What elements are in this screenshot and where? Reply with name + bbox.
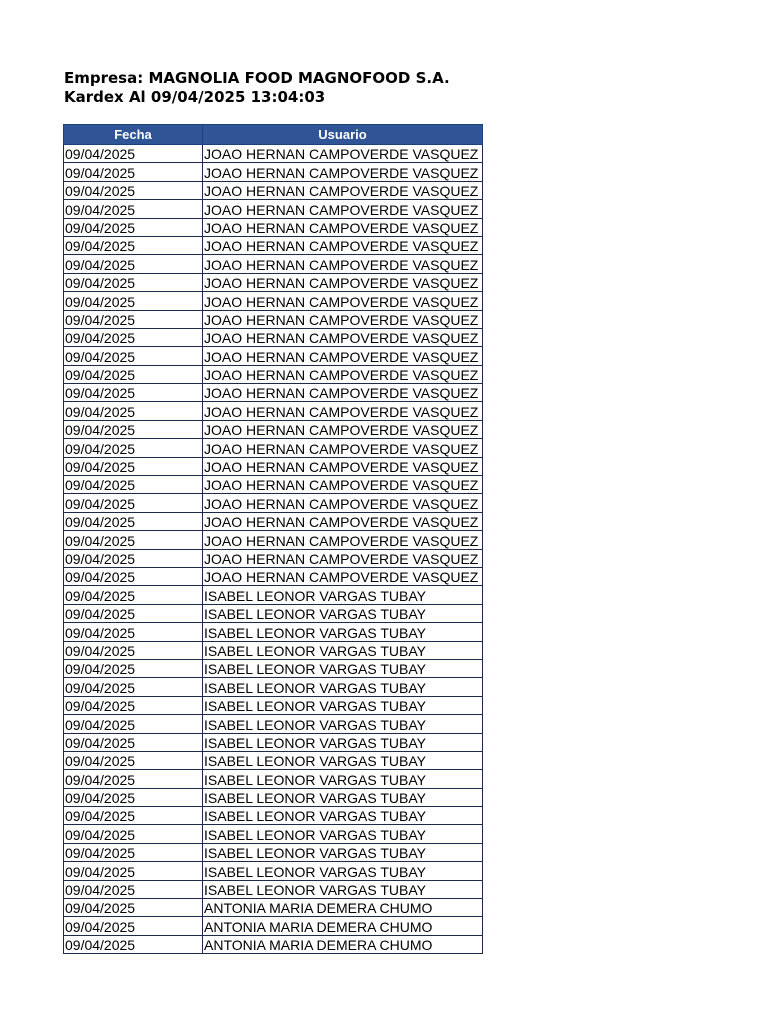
- table-row: [64, 420, 483, 438]
- cell-usuario: JOAO HERNAN CAMPOVERDE VASQUEZ: [203, 531, 483, 549]
- table-row: [64, 696, 483, 714]
- cell-fecha: 09/04/2025: [64, 531, 203, 549]
- cell-fecha: 09/04/2025: [64, 512, 203, 530]
- cell-fecha: 09/04/2025: [64, 402, 203, 420]
- cell-fecha: 09/04/2025: [64, 292, 203, 310]
- cell-usuario: JOAO HERNAN CAMPOVERDE VASQUEZ: [203, 292, 483, 310]
- cell-fecha: 09/04/2025: [64, 200, 203, 218]
- cell-fecha: 09/04/2025: [64, 770, 203, 788]
- table-row: [64, 347, 483, 365]
- table-row: [64, 200, 483, 218]
- cell-fecha: 09/04/2025: [64, 807, 203, 825]
- table-row: [64, 843, 483, 861]
- cell-fecha: 09/04/2025: [64, 917, 203, 935]
- cell-fecha: 09/04/2025: [64, 696, 203, 714]
- cell-usuario: ISABEL LEONOR VARGAS TUBAY: [203, 880, 483, 898]
- cell-fecha: 09/04/2025: [64, 678, 203, 696]
- table-row: [64, 880, 483, 898]
- cell-usuario: JOAO HERNAN CAMPOVERDE VASQUEZ: [203, 384, 483, 402]
- table-row: [64, 549, 483, 567]
- cell-usuario: JOAO HERNAN CAMPOVERDE VASQUEZ: [203, 439, 483, 457]
- cell-usuario: JOAO HERNAN CAMPOVERDE VASQUEZ: [203, 420, 483, 438]
- cell-fecha: 09/04/2025: [64, 751, 203, 769]
- table-row: [64, 641, 483, 659]
- cell-usuario: JOAO HERNAN CAMPOVERDE VASQUEZ: [203, 145, 483, 163]
- cell-fecha: 09/04/2025: [64, 439, 203, 457]
- cell-usuario: ISABEL LEONOR VARGAS TUBAY: [203, 659, 483, 677]
- cell-usuario: JOAO HERNAN CAMPOVERDE VASQUEZ: [203, 365, 483, 383]
- report-header: [64, 69, 450, 107]
- cell-usuario: ANTONIA MARIA DEMERA CHUMO: [203, 899, 483, 917]
- cell-fecha: 09/04/2025: [64, 733, 203, 751]
- cell-fecha: 09/04/2025: [64, 494, 203, 512]
- cell-usuario: JOAO HERNAN CAMPOVERDE VASQUEZ: [203, 273, 483, 291]
- column-header-usuario: Usuario: [203, 125, 483, 145]
- table-row: [64, 862, 483, 880]
- cell-usuario: JOAO HERNAN CAMPOVERDE VASQUEZ: [203, 402, 483, 420]
- table-row: [64, 807, 483, 825]
- cell-usuario: JOAO HERNAN CAMPOVERDE VASQUEZ: [203, 255, 483, 273]
- company-title: Empresa: MAGNOLIA FOOD MAGNOFOOD S.A.: [64, 69, 450, 87]
- cell-usuario: ISABEL LEONOR VARGAS TUBAY: [203, 604, 483, 622]
- cell-usuario: JOAO HERNAN CAMPOVERDE VASQUEZ: [203, 200, 483, 218]
- table-row: [64, 273, 483, 291]
- cell-fecha: 09/04/2025: [64, 604, 203, 622]
- table-row: [64, 292, 483, 310]
- table-row: [64, 935, 483, 953]
- table-row: [64, 439, 483, 457]
- table-row: [64, 531, 483, 549]
- cell-fecha: 09/04/2025: [64, 641, 203, 659]
- cell-usuario: ISABEL LEONOR VARGAS TUBAY: [203, 733, 483, 751]
- cell-fecha: 09/04/2025: [64, 586, 203, 604]
- cell-usuario: JOAO HERNAN CAMPOVERDE VASQUEZ: [203, 476, 483, 494]
- table-body: [64, 145, 483, 954]
- cell-fecha: 09/04/2025: [64, 273, 203, 291]
- table-row: [64, 899, 483, 917]
- table-row: [64, 512, 483, 530]
- cell-usuario: ISABEL LEONOR VARGAS TUBAY: [203, 807, 483, 825]
- cell-fecha: 09/04/2025: [64, 899, 203, 917]
- cell-usuario: ISABEL LEONOR VARGAS TUBAY: [203, 678, 483, 696]
- cell-fecha: 09/04/2025: [64, 843, 203, 861]
- cell-usuario: JOAO HERNAN CAMPOVERDE VASQUEZ: [203, 457, 483, 475]
- cell-usuario: JOAO HERNAN CAMPOVERDE VASQUEZ: [203, 567, 483, 585]
- cell-usuario: ANTONIA MARIA DEMERA CHUMO: [203, 935, 483, 953]
- table-row: [64, 384, 483, 402]
- table-row: [64, 659, 483, 677]
- cell-usuario: JOAO HERNAN CAMPOVERDE VASQUEZ: [203, 163, 483, 181]
- cell-fecha: 09/04/2025: [64, 788, 203, 806]
- table-row: [64, 365, 483, 383]
- cell-usuario: JOAO HERNAN CAMPOVERDE VASQUEZ: [203, 347, 483, 365]
- column-header-fecha: Fecha: [64, 125, 203, 145]
- kardex-title: Kardex Al 09/04/2025 13:04:03: [64, 88, 326, 106]
- table-row: [64, 457, 483, 475]
- table-row: [64, 715, 483, 733]
- cell-fecha: 09/04/2025: [64, 659, 203, 677]
- cell-usuario: JOAO HERNAN CAMPOVERDE VASQUEZ: [203, 181, 483, 199]
- cell-fecha: 09/04/2025: [64, 457, 203, 475]
- cell-usuario: ISABEL LEONOR VARGAS TUBAY: [203, 862, 483, 880]
- table-row: [64, 218, 483, 236]
- cell-fecha: 09/04/2025: [64, 420, 203, 438]
- cell-fecha: 09/04/2025: [64, 236, 203, 254]
- cell-usuario: ANTONIA MARIA DEMERA CHUMO: [203, 917, 483, 935]
- table-row: [64, 328, 483, 346]
- table-row: [64, 494, 483, 512]
- table-row: [64, 236, 483, 254]
- cell-usuario: ISABEL LEONOR VARGAS TUBAY: [203, 623, 483, 641]
- cell-fecha: 09/04/2025: [64, 880, 203, 898]
- cell-fecha: 09/04/2025: [64, 255, 203, 273]
- cell-fecha: 09/04/2025: [64, 825, 203, 843]
- cell-fecha: 09/04/2025: [64, 181, 203, 199]
- cell-fecha: 09/04/2025: [64, 163, 203, 181]
- cell-usuario: JOAO HERNAN CAMPOVERDE VASQUEZ: [203, 310, 483, 328]
- table-row: [64, 825, 483, 843]
- cell-usuario: ISABEL LEONOR VARGAS TUBAY: [203, 715, 483, 733]
- cell-fecha: 09/04/2025: [64, 862, 203, 880]
- cell-usuario: ISABEL LEONOR VARGAS TUBAY: [203, 751, 483, 769]
- table-row: [64, 733, 483, 751]
- cell-usuario: JOAO HERNAN CAMPOVERDE VASQUEZ: [203, 328, 483, 346]
- table-row: [64, 604, 483, 622]
- cell-usuario: ISABEL LEONOR VARGAS TUBAY: [203, 770, 483, 788]
- cell-fecha: 09/04/2025: [64, 384, 203, 402]
- cell-fecha: 09/04/2025: [64, 145, 203, 163]
- table-row: [64, 586, 483, 604]
- cell-fecha: 09/04/2025: [64, 328, 203, 346]
- cell-usuario: ISABEL LEONOR VARGAS TUBAY: [203, 696, 483, 714]
- cell-usuario: ISABEL LEONOR VARGAS TUBAY: [203, 843, 483, 861]
- cell-usuario: JOAO HERNAN CAMPOVERDE VASQUEZ: [203, 494, 483, 512]
- cell-usuario: JOAO HERNAN CAMPOVERDE VASQUEZ: [203, 218, 483, 236]
- table-row: [64, 476, 483, 494]
- table-row: [64, 567, 483, 585]
- cell-fecha: 09/04/2025: [64, 218, 203, 236]
- table-row: [64, 255, 483, 273]
- table-row: [64, 623, 483, 641]
- cell-fecha: 09/04/2025: [64, 623, 203, 641]
- cell-fecha: 09/04/2025: [64, 310, 203, 328]
- table-row: [64, 917, 483, 935]
- cell-usuario: ISABEL LEONOR VARGAS TUBAY: [203, 586, 483, 604]
- table-row: [64, 678, 483, 696]
- table-header-row: [64, 125, 483, 145]
- cell-fecha: 09/04/2025: [64, 715, 203, 733]
- table-row: [64, 310, 483, 328]
- cell-usuario: JOAO HERNAN CAMPOVERDE VASQUEZ: [203, 236, 483, 254]
- cell-fecha: 09/04/2025: [64, 365, 203, 383]
- kardex-table: [63, 124, 483, 954]
- table-row: [64, 163, 483, 181]
- table-header: [64, 125, 483, 145]
- table-row: [64, 751, 483, 769]
- cell-usuario: JOAO HERNAN CAMPOVERDE VASQUEZ: [203, 549, 483, 567]
- table-row: [64, 145, 483, 163]
- table-row: [64, 788, 483, 806]
- cell-fecha: 09/04/2025: [64, 476, 203, 494]
- table-row: [64, 770, 483, 788]
- cell-usuario: ISABEL LEONOR VARGAS TUBAY: [203, 641, 483, 659]
- cell-usuario: ISABEL LEONOR VARGAS TUBAY: [203, 788, 483, 806]
- cell-fecha: 09/04/2025: [64, 549, 203, 567]
- cell-fecha: 09/04/2025: [64, 347, 203, 365]
- cell-usuario: JOAO HERNAN CAMPOVERDE VASQUEZ: [203, 512, 483, 530]
- cell-fecha: 09/04/2025: [64, 935, 203, 953]
- table-row: [64, 181, 483, 199]
- cell-fecha: 09/04/2025: [64, 567, 203, 585]
- cell-usuario: ISABEL LEONOR VARGAS TUBAY: [203, 825, 483, 843]
- table-row: [64, 402, 483, 420]
